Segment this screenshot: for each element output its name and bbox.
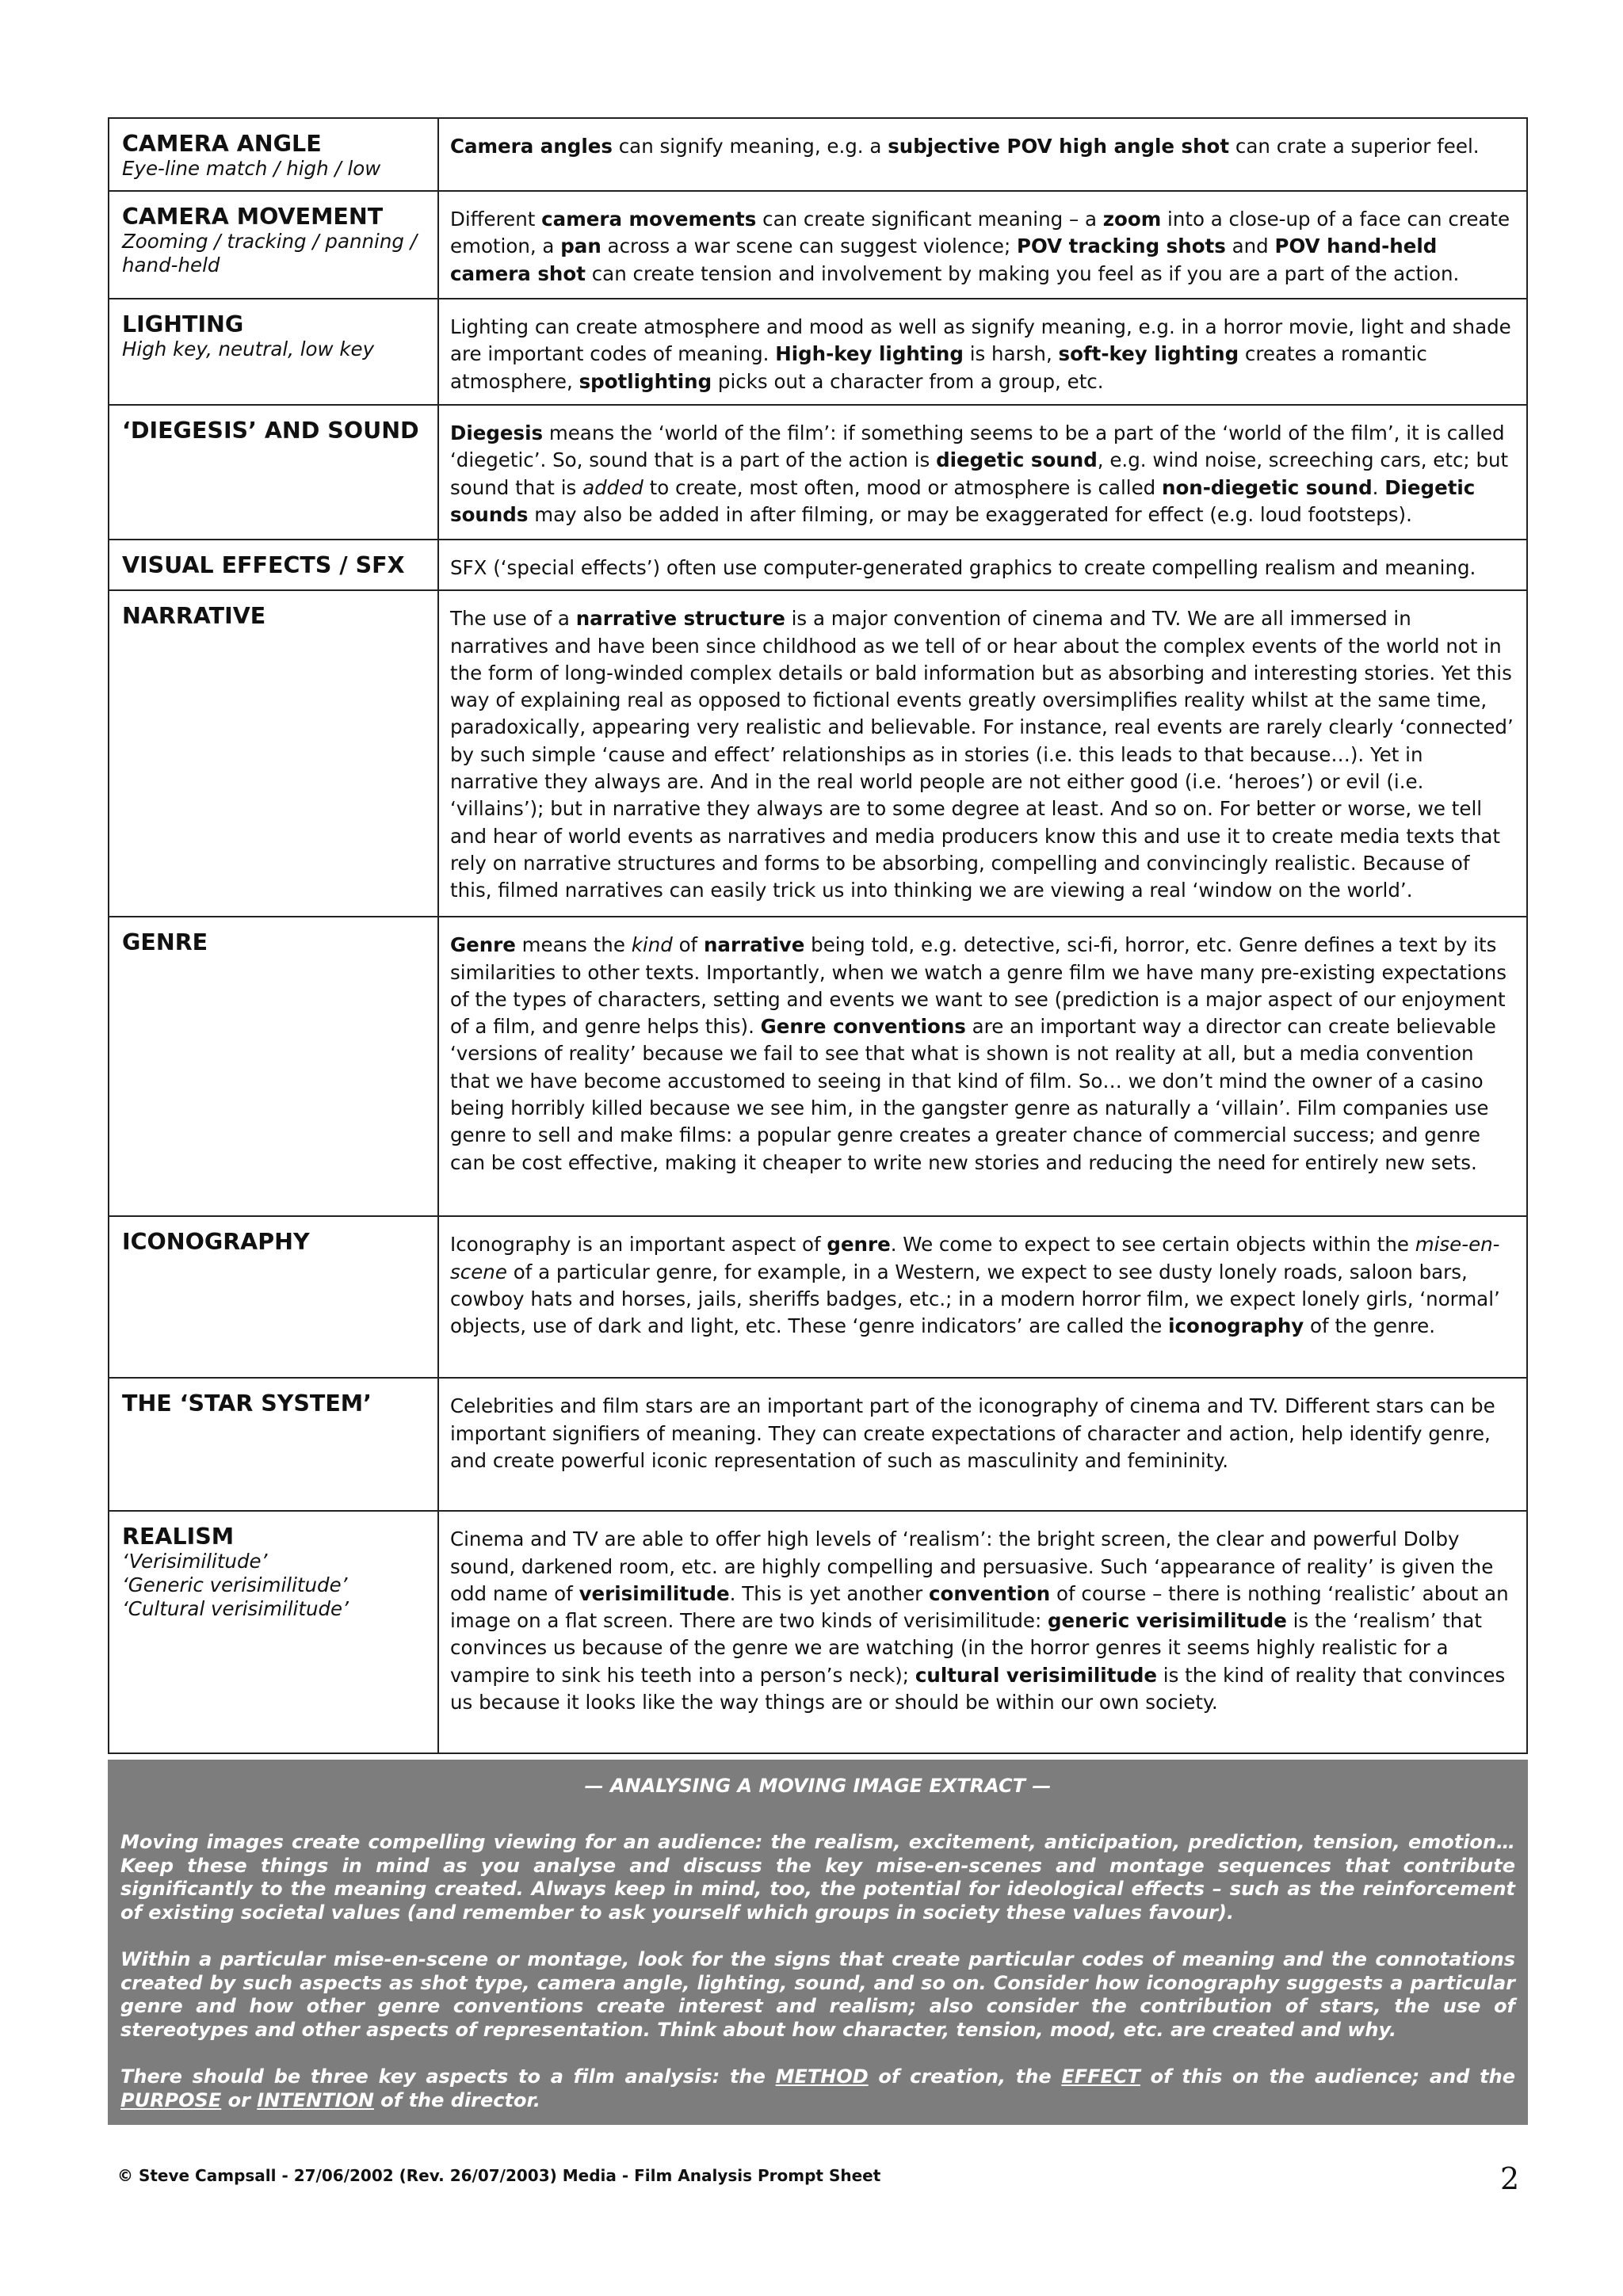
term-row	[109, 405, 1527, 540]
terms-table	[108, 117, 1528, 1754]
term-description: Camera angles can signify meaning, e.g. a subjective POV high angle shot can crate a superior feel.	[438, 118, 1527, 191]
term-subtitle: hand-held	[122, 254, 220, 277]
term-row	[109, 540, 1527, 590]
term-cell	[109, 540, 438, 590]
term-row	[109, 1511, 1527, 1753]
term-cell	[109, 1216, 438, 1378]
term-cell	[109, 118, 438, 191]
term-cell	[109, 917, 438, 1216]
term-description: The use of a narrative structure is a major convention of cinema and TV. We are all immersed in narratives and have been since childhood as we tell of or hear about the complex events of the world not in the form of long-winded complex details or bald information but as absorbing and interesting stories. Yet this way of explaining real as opposed to fictional events greatly oversimplifies reality whilst at the same time, paradoxically, appearing very realistic and believable. For instance, real events are rarely clearly ‘connected’ by such simple ‘cause and effect’ relationships as in stories (i.e. this leads to that because…). Yet in narrative they always are. And in the real world people are not either good (i.e. ‘heroes’) or evil (i.e. ‘villains’); but in narrative they always are to some degree at least. And so on. For better or worse, we tell and hear of world events as narratives and media producers know this and use it to create media texts that rely on narrative structures and forms to be absorbing, compelling and convincingly realistic. Because of this, filmed narratives can easily trick us into thinking we are viewing a real ‘window on the world’.	[438, 590, 1527, 917]
term-description: Lighting can create atmosphere and mood as well as signify meaning, e.g. in a horror movie, light and shade are important codes of meaning. High-key lighting is harsh, soft-key lighting creates a romantic atmosphere, spotlighting picks out a character from a group, etc.	[438, 299, 1527, 405]
term-description: Iconography is an important aspect of genre. We come to expect to see certain objects within the mise-en-scene of a particular genre, for example, in a Western, we expect to see dusty lonely roads, saloon bars, cowboy hats and horses, jails, sheriffs badges, etc.; in a modern horror film, we expect lonely girls, ‘normal’ objects, use of dark and light, etc. These ‘genre indicators’ are called the iconography of the genre.	[438, 1216, 1527, 1378]
term-name: REALISM	[122, 1524, 235, 1550]
term-row	[109, 1378, 1527, 1511]
term-name: CAMERA ANGLE	[122, 131, 322, 157]
term-cell	[109, 1378, 438, 1511]
term-row	[109, 118, 1527, 191]
term-description: Celebrities and film stars are an important part of the iconography of cinema and TV. Different stars can be important signifiers of meaning. They can create expectations of character and action, help identify genre, and create powerful iconic representation of such as masculinity and femininity.	[438, 1378, 1527, 1511]
term-row	[109, 917, 1527, 1216]
term-name: NARRATIVE	[122, 603, 266, 630]
analysis-paragraph: Within a particular mise-en-scene or montage, look for the signs that create particular codes of meaning and the connotations created by such aspects as shot type, camera angle, lighting, sound, and so on. Consider how iconography suggests a particular genre and how other genre conventions create interest and realism; also consider the contribution of stars, the use of stereotypes and other aspects of representation. Think about how character, tension, mood, etc. are created and why.	[120, 1948, 1515, 2041]
term-row	[109, 299, 1527, 405]
terms-table-body	[109, 118, 1527, 1753]
analysis-paragraph: Moving images create compelling viewing for an audience: the realism, excitement, anticipation, prediction, tension, emotion… Keep these things in mind as you analyse and discuss the key mise-en-scenes and montage sequences that contribute significantly to the meaning created. Always keep in mind, too, the potential for ideological effects – such as the reinforcement of existing societal values (and remember to ask yourself which groups in society these values favour).	[120, 1831, 1515, 1924]
term-cell	[109, 1511, 438, 1753]
term-subtitle: ‘Verisimilitude’	[122, 1550, 268, 1573]
term-name: CAMERA MOVEMENT	[122, 204, 384, 230]
term-subtitle: Zooming / tracking / panning /	[122, 230, 417, 253]
term-row	[109, 590, 1527, 917]
term-cell	[109, 299, 438, 405]
analysis-paragraph: There should be three key aspects to a film analysis: the METHOD of creation, the EFFECT of this on the audience; and the PURPOSE or INTENTION of the director.	[120, 2065, 1515, 2111]
term-description: Cinema and TV are able to offer high levels of ‘realism’: the bright screen, the clear and powerful Dolby sound, darkened room, etc. are highly compelling and persuasive. Such ‘appearance of reality’ is given the odd name of verisimilitude. This is yet another convention of course – there is nothing ‘realistic’ about an image on a flat screen. There are two kinds of verisimilitude: generic verisimilitude is the ‘realism’ that convinces us because of the genre we are watching (in the horror genres it seems highly realistic for a vampire to sink his teeth into a person’s neck); cultural verisimilitude is the kind of reality that convinces us because it looks like the way things are or should be within our own society.	[438, 1511, 1527, 1753]
footer-copyright: © Steve Campsall - 27/06/2002 (Rev. 26/07/2003) Media - Film Analysis Prompt Sheet	[117, 2166, 881, 2185]
term-cell	[109, 590, 438, 917]
term-name: THE ‘STAR SYSTEM’	[122, 1390, 372, 1417]
term-description: Diegesis means the ‘world of the film’: if something seems to be a part of the ‘world of the film’, it is called ‘diegetic’. So, sound that is a part of the action is diegetic sound, e.g. wind noise, screeching cars, etc; but sound that is added to create, most often, mood or atmosphere is called non-diegetic sound. Diegetic sounds may also be added in after filming, or may be exaggerated for effect (e.g. loud footsteps).	[438, 405, 1527, 540]
term-subtitle: ‘Cultural verisimilitude’	[122, 1597, 349, 1621]
term-cell	[109, 405, 438, 540]
page-number: 2	[1500, 2161, 1520, 2196]
term-subtitle: Eye-line match / high / low	[122, 157, 381, 180]
term-row	[109, 191, 1527, 299]
term-row	[109, 1216, 1527, 1378]
term-name: VISUAL EFFECTS / SFX	[122, 552, 405, 578]
term-name: ‘DIEGESIS’ AND SOUND	[122, 418, 419, 444]
term-subtitle: High key, neutral, low key	[122, 338, 375, 360]
term-name: GENRE	[122, 929, 208, 956]
term-description: Different camera movements can create significant meaning – a zoom into a close-up of a face can create emotion, a pan across a war scene can suggest violence; POV tracking shots and POV hand-held camera shot can create tension and involvement by making you feel as if you are a part of the action.	[438, 191, 1527, 299]
analysis-box	[108, 1760, 1528, 2125]
term-cell	[109, 191, 438, 299]
term-description: Genre means the kind of narrative being told, e.g. detective, sci-fi, horror, etc. Genre defines a text by its similarities to other texts. Importantly, when we watch a genre film we have many pre-existing expectations of the types of characters, setting and events we want to see (prediction is a major aspect of our enjoyment of a film, and genre helps this). Genre conventions are an important way a director can create believable ‘versions of reality’ because we fail to see that what is shown is not reality at all, but a media convention that we have become accustomed to seeing in that kind of film. So… we don’t mind the owner of a casino being horribly killed because we see him, in the gangster genre as naturally a ‘villain’. Film companies use genre to sell and make films: a popular genre creates a greater chance of commercial success; and genre can be cost effective, making it cheaper to write new stories and reducing the need for entirely new sets.	[438, 917, 1527, 1216]
term-description: SFX (‘special effects’) often use computer-generated graphics to create compelling realism and meaning.	[438, 540, 1527, 590]
term-name: ICONOGRAPHY	[122, 1229, 310, 1256]
analysis-box-title: — ANALYSING A MOVING IMAGE EXTRACT —	[584, 1775, 1052, 1797]
term-subtitle: ‘Generic verisimilitude’	[122, 1573, 348, 1597]
term-name: LIGHTING	[122, 311, 244, 338]
